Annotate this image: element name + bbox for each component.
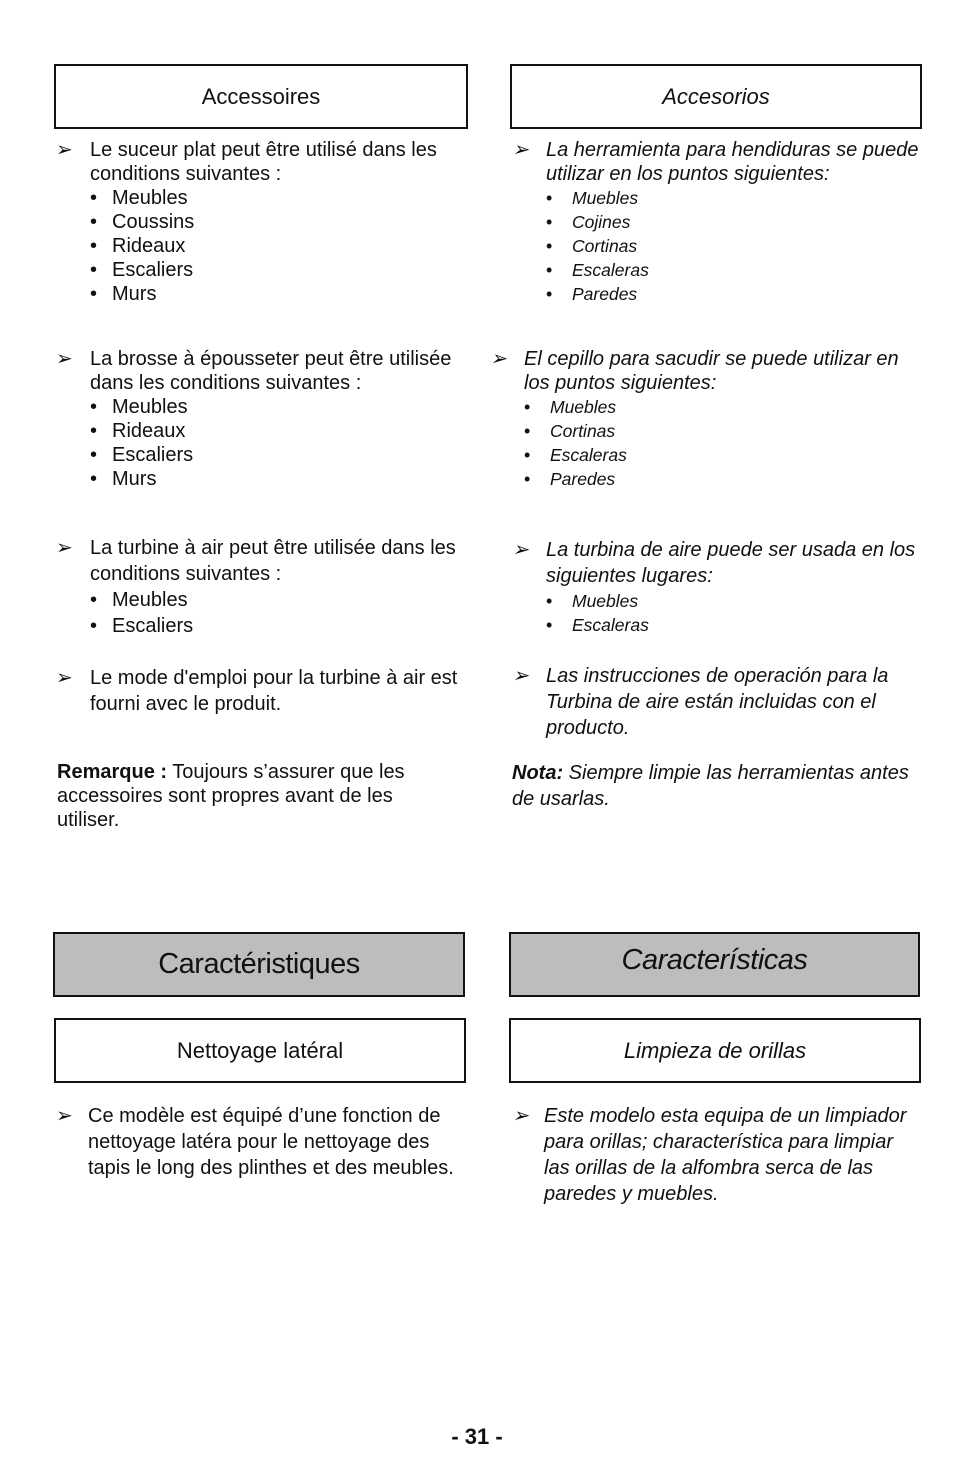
sub-item: • Escaleras — [524, 443, 910, 467]
sub-item: • Paredes — [546, 282, 922, 306]
features-header-es — [509, 932, 920, 997]
sub-item: • Escaliers — [90, 258, 471, 282]
features-header-fr — [53, 932, 465, 997]
list-item: ➢ Ce modèle est équipé d’une fonction de nettoyage latéra pour le nettoyage des tapis le long des plinthes et des meubles. — [56, 1105, 454, 1179]
accessories-header-fr — [54, 64, 468, 129]
features-title-es: Características — [621, 944, 808, 976]
arrow-bullet-icon: ➢ — [512, 1105, 529, 1127]
list-item: ➢ La turbine à air peut être utilisée dans les conditions suivantes : • Meubles • Escaliers — [56, 535, 471, 659]
sub-item: • Paredes — [524, 467, 910, 491]
sub-item: • Meubles — [90, 186, 471, 210]
sub-item: • Murs — [90, 467, 471, 491]
sub-item: • Murs — [90, 282, 471, 306]
arrow-bullet-icon: ➢ — [56, 348, 73, 370]
sub-item: • Rideaux — [90, 234, 471, 258]
arrow-bullet-icon: ➢ — [56, 537, 73, 559]
arrow-bullet-icon: ➢ — [512, 139, 529, 161]
note-label-fr: Remarque : — [57, 761, 168, 783]
sub-item: • Escaleras — [546, 613, 922, 637]
list-item: ➢ Este modelo esta equipa de un limpiador para orillas; characterística para limpiar las orillas de la alfombra serca de las paredes y muebles. — [512, 1105, 907, 1205]
sub-item: • Cortinas — [524, 419, 910, 443]
note-text-es: Siempre limpie las herramientas antes de usarlas. — [512, 762, 909, 810]
note-text-fr: Toujours s’assurer que les accessoires sont propres avant de les utiliser. — [57, 761, 405, 831]
sub-item: • Meubles — [90, 587, 471, 613]
accessories-header-es — [510, 64, 922, 129]
sub-item: • Escaleras — [546, 258, 922, 282]
arrow-bullet-icon: ➢ — [56, 1105, 73, 1127]
list-item: ➢ La brosse à épousseter peut être utilisée dans les conditions suivantes : • Meubles • Rideaux • Escaliers • Murs — [56, 347, 471, 511]
features-title-fr: Caractéristiques — [158, 948, 360, 980]
list-item: ➢ Le suceur plat peut être utilisé dans les conditions suivantes : • Meubles • Coussins • Rideaux • Escaliers • Murs — [56, 138, 471, 326]
page-number: - 31 - — [451, 1424, 503, 1449]
note-es — [512, 760, 912, 812]
edge-cleaning-title-es: Limpieza de orillas — [623, 1037, 807, 1063]
sub-item: • Muebles — [546, 186, 922, 210]
arrow-bullet-icon: ➢ — [56, 667, 73, 689]
list-item: ➢ Las instrucciones de operación para la Turbina de aire están incluidas con el producto. — [512, 665, 889, 739]
list-item: ➢ La turbina de aire puede ser usada en los siguientes lugares: • Muebles • Escaleras — [512, 537, 922, 657]
sub-item: • Cojines — [546, 210, 922, 234]
sub-item: • Cortinas — [546, 234, 922, 258]
sub-item: • Escaliers — [90, 613, 471, 639]
sub-item: • Rideaux — [90, 419, 471, 443]
note-label-es: Nota: — [512, 762, 564, 784]
edge-cleaning-title-fr: Nettoyage latéral — [176, 1037, 344, 1063]
accessories-title-fr: Accessoires — [201, 83, 321, 109]
list-item: ➢ La herramienta para hendiduras se puede utilizar en los puntos siguientes: • Muebles • Cojines • Cortinas • Escaleras • Paredes — [512, 138, 922, 326]
arrow-bullet-icon: ➢ — [490, 348, 507, 370]
list-item: ➢ El cepillo para sacudir se puede utilizar en los puntos siguientes: • Muebles • Cortinas • Escaleras • Paredes — [490, 347, 910, 511]
sub-item: • Muebles — [546, 589, 922, 613]
arrow-bullet-icon: ➢ — [512, 665, 529, 687]
edge-cleaning-header-es — [509, 1018, 921, 1083]
edge-cleaning-header-fr — [54, 1018, 466, 1083]
sub-item: • Muebles — [524, 395, 910, 419]
list-item: ➢ Le mode d'emploi pour la turbine à air est fourni avec le produit. — [56, 667, 458, 715]
sub-item: • Coussins — [90, 210, 471, 234]
arrow-bullet-icon: ➢ — [512, 539, 529, 561]
sub-item: • Escaliers — [90, 443, 471, 467]
sub-item: • Meubles — [90, 395, 471, 419]
note-fr — [57, 760, 457, 832]
accessories-title-es: Accesorios — [662, 83, 770, 109]
arrow-bullet-icon: ➢ — [56, 139, 73, 161]
